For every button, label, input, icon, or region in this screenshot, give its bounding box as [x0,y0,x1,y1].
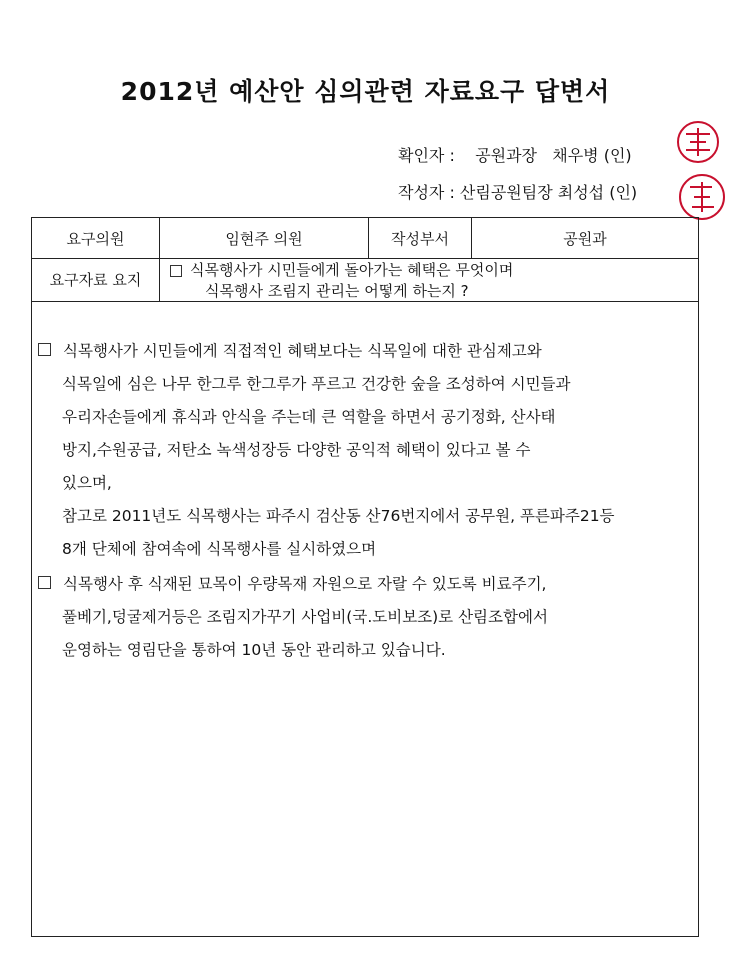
answer-line: 있으며, [62,474,112,492]
answer-paragraph-2 [38,568,548,667]
answer-line: 식목행사가 시민들에게 직접적인 혜택보다는 식목일에 대한 관심제고와 [63,342,542,360]
writer-signature: 작성자 : 산림공원팀장 최성섭 (인) [398,183,638,202]
member-label: 요구의원 [32,218,160,258]
answer-line: 방지,수원공급, 저탄소 녹색성장등 다양한 공익적 혜택이 있다고 볼 수 [62,441,531,459]
answer-line: 8개 단체에 참여속에 식목행사를 실시하였으며 [62,540,377,558]
answer-line: 식목일에 심은 나무 한그루 한그루가 푸르고 건강한 숲을 조성하여 시민들과 [62,375,571,393]
member-value: 임현주 의원 [160,218,369,258]
answer-line: 운영하는 영림단을 통하여 10년 동안 관리하고 있습니다. [62,641,446,659]
request-summary [160,258,698,301]
answer-line: 식목행사 후 식재된 묘목이 우량목재 자원으로 자랄 수 있도록 비료주기, [63,575,547,593]
checkbox-icon [38,576,51,589]
checkbox-icon [38,343,51,356]
document-title: 2012년 예산안 심의관련 자료요구 답변서 [120,77,611,106]
confirmer-signature: 확인자 : 공원과장 채우병 (인) [398,146,632,165]
table-row [32,258,698,302]
answer-paragraph-1 [38,335,615,566]
answer-line: 우리자손들에게 휴식과 안식을 주는데 큰 역할을 하면서 공기정화, 산사태 [62,408,556,426]
checkbox-icon [170,265,182,277]
request-label: 요구자료 요지 [32,258,160,301]
answer-line: 풀베기,덩굴제거등은 조림지가꾸기 사업비(국.도비보조)로 산림조합에서 [62,608,548,626]
official-seal-stamp [672,112,728,230]
table-row [32,218,698,259]
answer-line: 참고로 2011년도 식목행사는 파주시 검산동 산76번지에서 공무원, 푸른파주21등 [62,507,615,525]
dept-label: 작성부서 [369,218,472,258]
dept-value: 공원과 [563,229,607,248]
request-line: 식목행사가 시민들에게 돌아가는 혜택은 무엇이며 [190,261,514,279]
request-line: 식목행사 조림지 관리는 어떻게 하는지 ? [205,282,469,300]
